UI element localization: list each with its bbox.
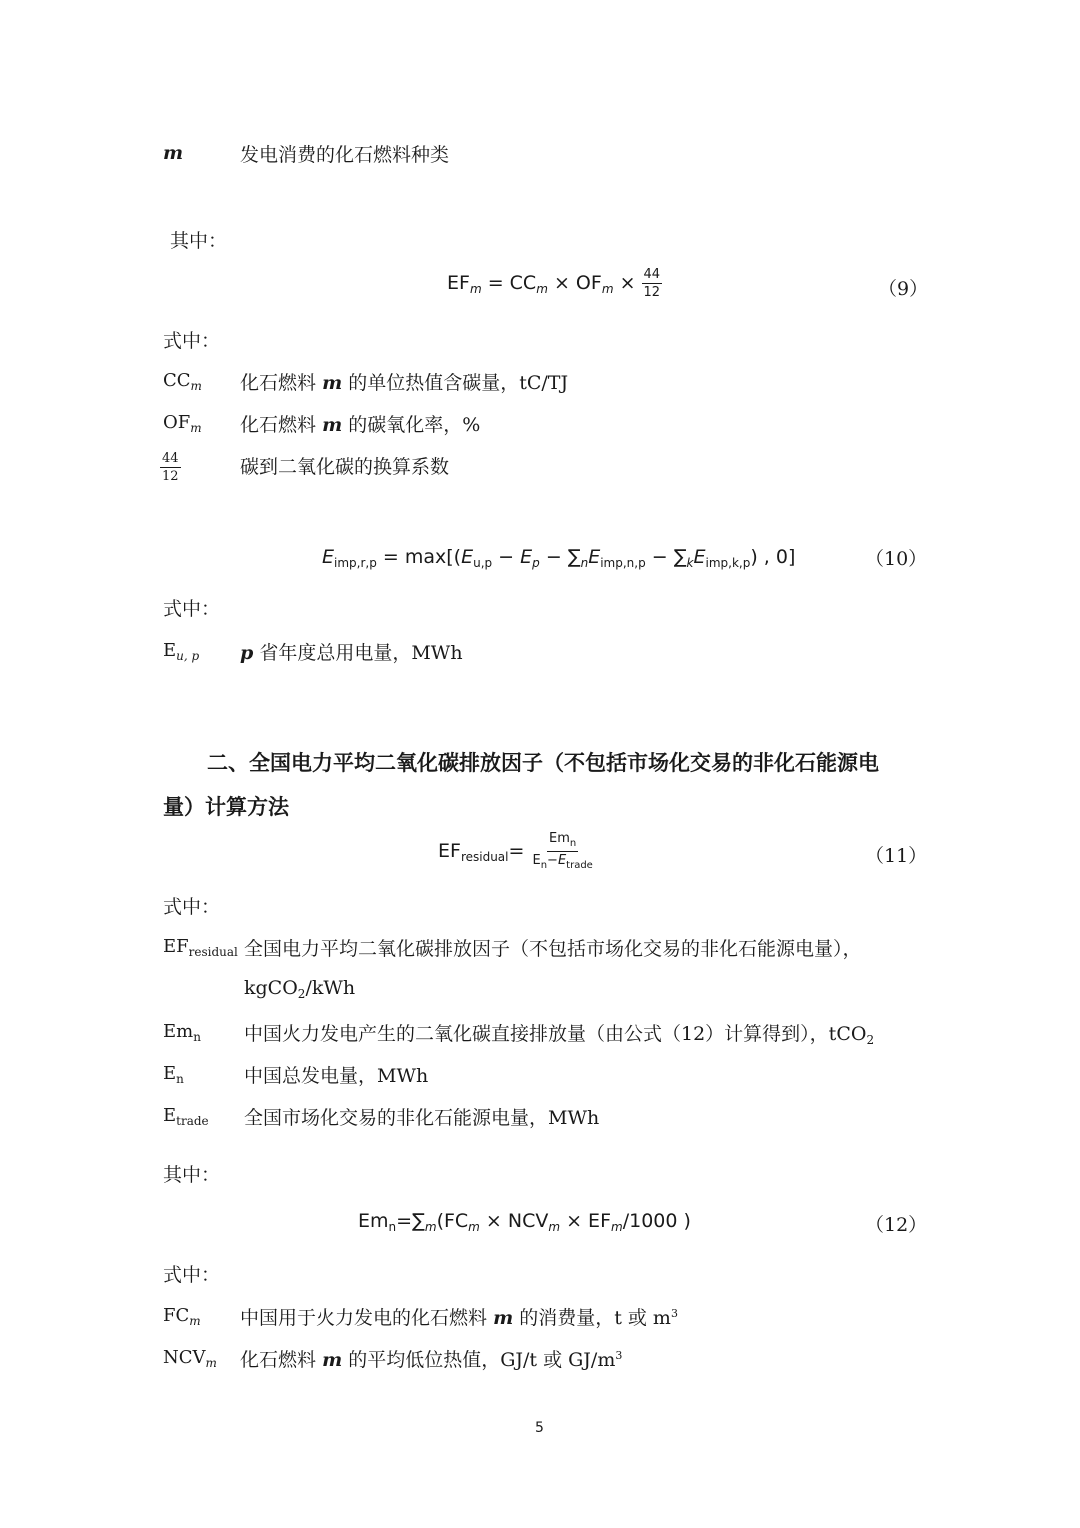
equation-10: $E_{imp,r,p} = \max[(E_{u,p} - E_p - \sum_nE_{imp,n,p} - \sum_kE_{imp,k,p})$ , 0] bbox=[322, 546, 796, 570]
equation-number-11: （11） bbox=[865, 845, 928, 867]
def-symbol-m: m bbox=[163, 142, 184, 164]
def-desc-emn: 中国火力发电产生的二氧化碳直接排放量（由公式（12）计算得到），tCO$_2$ bbox=[244, 1023, 875, 1047]
def-desc-m: 发电消费的化石燃料种类 bbox=[240, 144, 450, 166]
def-symbol-ofm: $OF_m$ bbox=[163, 412, 202, 435]
label-shizhong: 式中： bbox=[163, 598, 221, 620]
label-qizhong: 其中： bbox=[163, 1164, 221, 1186]
equation-12: $Em_n=\sum_m(FC_m \times NCV_m \times EF_m/1000$ ) bbox=[358, 1210, 691, 1234]
def-desc-eup: p 省年度总用电量，MWh bbox=[240, 642, 463, 664]
label-qizhong: 其中： bbox=[170, 230, 228, 252]
section-heading-line2: 量）计算方法 bbox=[163, 795, 289, 819]
def-desc-ncvm: 化石燃料 m 的平均低位热值，GJ/t 或 $GJ/m^3$ bbox=[240, 1349, 623, 1371]
def-desc-fcm: 中国用于火力发电的化石燃料 m 的消费量，t 或 $m^3$ bbox=[240, 1307, 678, 1329]
def-desc-ef-residual: 全国电力平均二氧化碳排放因子（不包括市场化交易的非化石能源电量）， bbox=[244, 938, 862, 960]
def-symbol-en: $E_n$ bbox=[163, 1063, 184, 1086]
label-shizhong: 式中： bbox=[163, 1264, 221, 1286]
equation-number-10: （10） bbox=[865, 548, 928, 570]
def-desc-en: 中国总发电量，MWh bbox=[244, 1065, 429, 1087]
def-symbol-emn: $Em_n$ bbox=[163, 1021, 201, 1044]
def-desc-fraction: 碳到二氧化碳的换算系数 bbox=[240, 456, 450, 478]
equation-number-9: （9） bbox=[878, 278, 929, 300]
section-heading-line1: 二、全国电力平均二氧化碳排放因子（不包括市场化交易的非化石能源电 bbox=[207, 751, 879, 775]
label-shizhong: 式中： bbox=[163, 896, 221, 918]
equation-11: $EF_{residual}=$ $\frac{Em_n}{E_n-E_{trade}}$ bbox=[438, 831, 593, 871]
def-desc-etrade: 全国市场化交易的非化石能源电量，MWh bbox=[244, 1107, 600, 1129]
label-shizhong: 式中： bbox=[163, 330, 221, 352]
def-symbol-fraction: $\frac{44}{12}$ bbox=[162, 451, 179, 484]
def-symbol-fcm: $FC_m$ bbox=[163, 1305, 201, 1328]
def-symbol-eup: $E_{u, p}$ bbox=[163, 640, 200, 663]
def-symbol-ncvm: $NCV_m$ bbox=[163, 1347, 217, 1370]
def-desc-ccm: 化石燃料 m 的单位热值含碳量，tC/TJ bbox=[240, 372, 569, 394]
def-symbol-ccm: $CC_m$ bbox=[163, 370, 202, 393]
def-symbol-etrade: $E_{trade}$ bbox=[163, 1105, 209, 1128]
def-desc-ef-residual-unit: kgCO$_2$/kWh bbox=[244, 977, 356, 1001]
def-desc-ofm: 化石燃料 m 的碳氧化率，% bbox=[240, 414, 481, 436]
def-symbol-ef-residual: $EF_{residual}$ bbox=[163, 936, 238, 959]
page-number: 5 bbox=[535, 1420, 544, 1436]
equation-number-12: （12） bbox=[865, 1214, 928, 1236]
equation-9: $EF_m = CC_m \times OF_m$ × $\frac{44}{12}$ bbox=[447, 267, 661, 300]
